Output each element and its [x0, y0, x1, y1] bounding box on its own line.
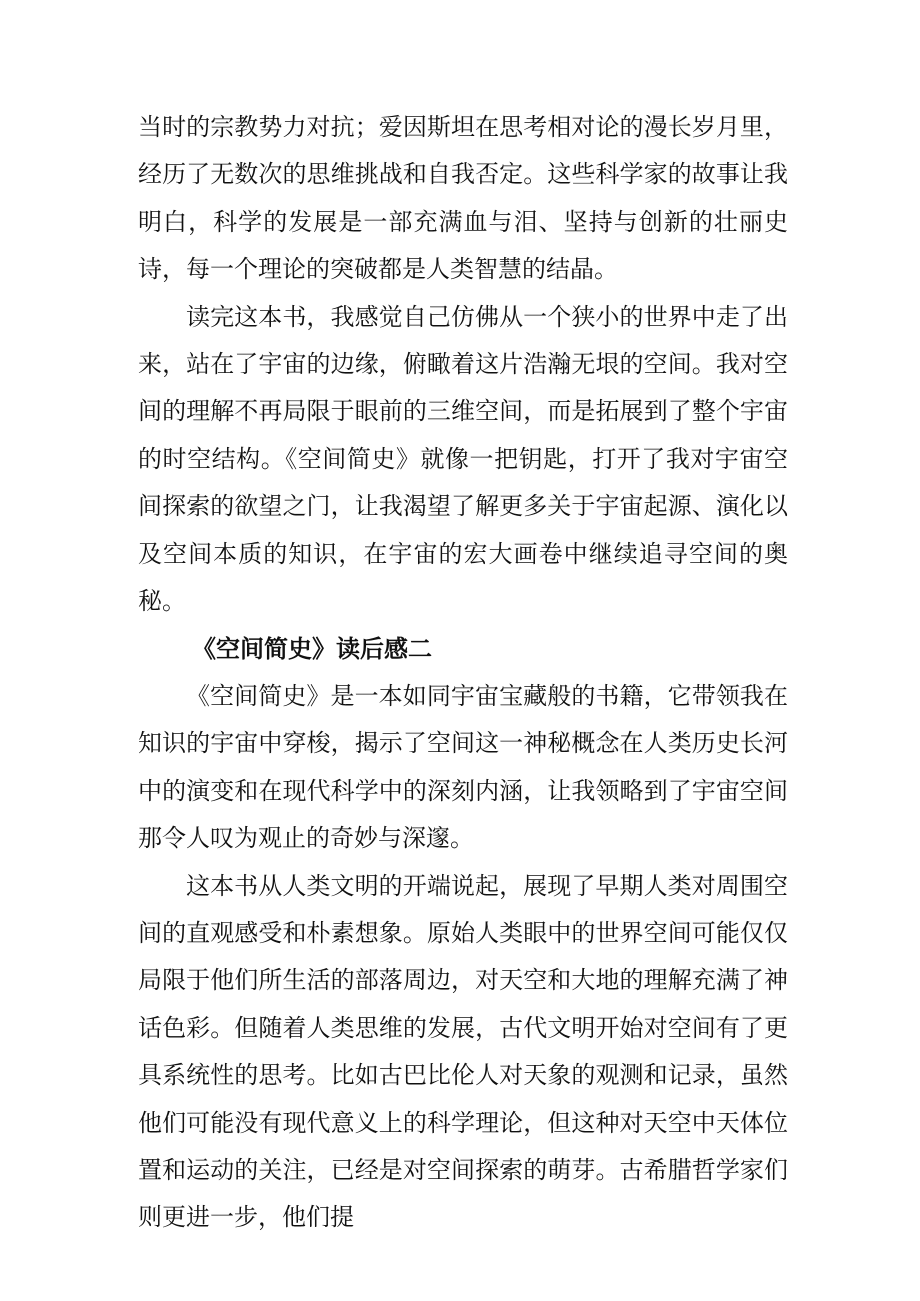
section-heading: 《空间简史》读后感二: [192, 634, 432, 664]
paragraph-continuation: 当时的宗教势力对抗；爱因斯坦在思考相对论的漫长岁月里，经历了无数次的思维挑战和自我否定。这些科学家的故事让我明白，科学的发展是一部充满血与泪、坚持与创新的壮丽史诗，每一个理论的突破都是人类智慧的结晶。: [138, 113, 788, 284]
paragraph-book-intro: 《空间简史》是一本如同宇宙宝藏般的书籍，它带领我在知识的宇宙中穿梭，揭示了空间这一神秘概念在人类历史长河中的演变和在现代科学中的深刻内涵，让我领略到了宇宙空间那令人叹为观止的奇妙与深邃。: [138, 681, 788, 853]
paragraph-reading-reflection: 读完这本书，我感觉自己仿佛从一个狭小的世界中走了出来，站在了宇宙的边缘，俯瞰着这片浩瀚无垠的空间。我对空间的理解不再局限于眼前的三维空间，而是拓展到了整个宇宙的时空结构。《空间简史》就像一把钥匙，打开了我对宇宙空间探索的欲望之门，让我渴望了解更多关于宇宙起源、演化以及空间本质的知识，在宇宙的宏大画卷中继续追寻空间的奥秘。: [138, 302, 788, 616]
paragraph-early-history: 这本书从人类文明的开端说起，展现了早期人类对周围空间的直观感受和朴素想象。原始人类眼中的世界空间可能仅仅局限于他们所生活的部落周边，对天空和大地的理解充满了神话色彩。但随着人类思维的发展，古代文明开始对空间有了更具系统性的思考。比如古巴比伦人对天象的观测和记录，虽然他们可能没有现代意义上的科学理论，但这种对天空中天体位置和运动的关注，已经是对空间探索的萌芽。古希腊哲学家们则更进一步，他们提: [138, 871, 788, 1232]
document-body: [138, 104, 788, 1242]
